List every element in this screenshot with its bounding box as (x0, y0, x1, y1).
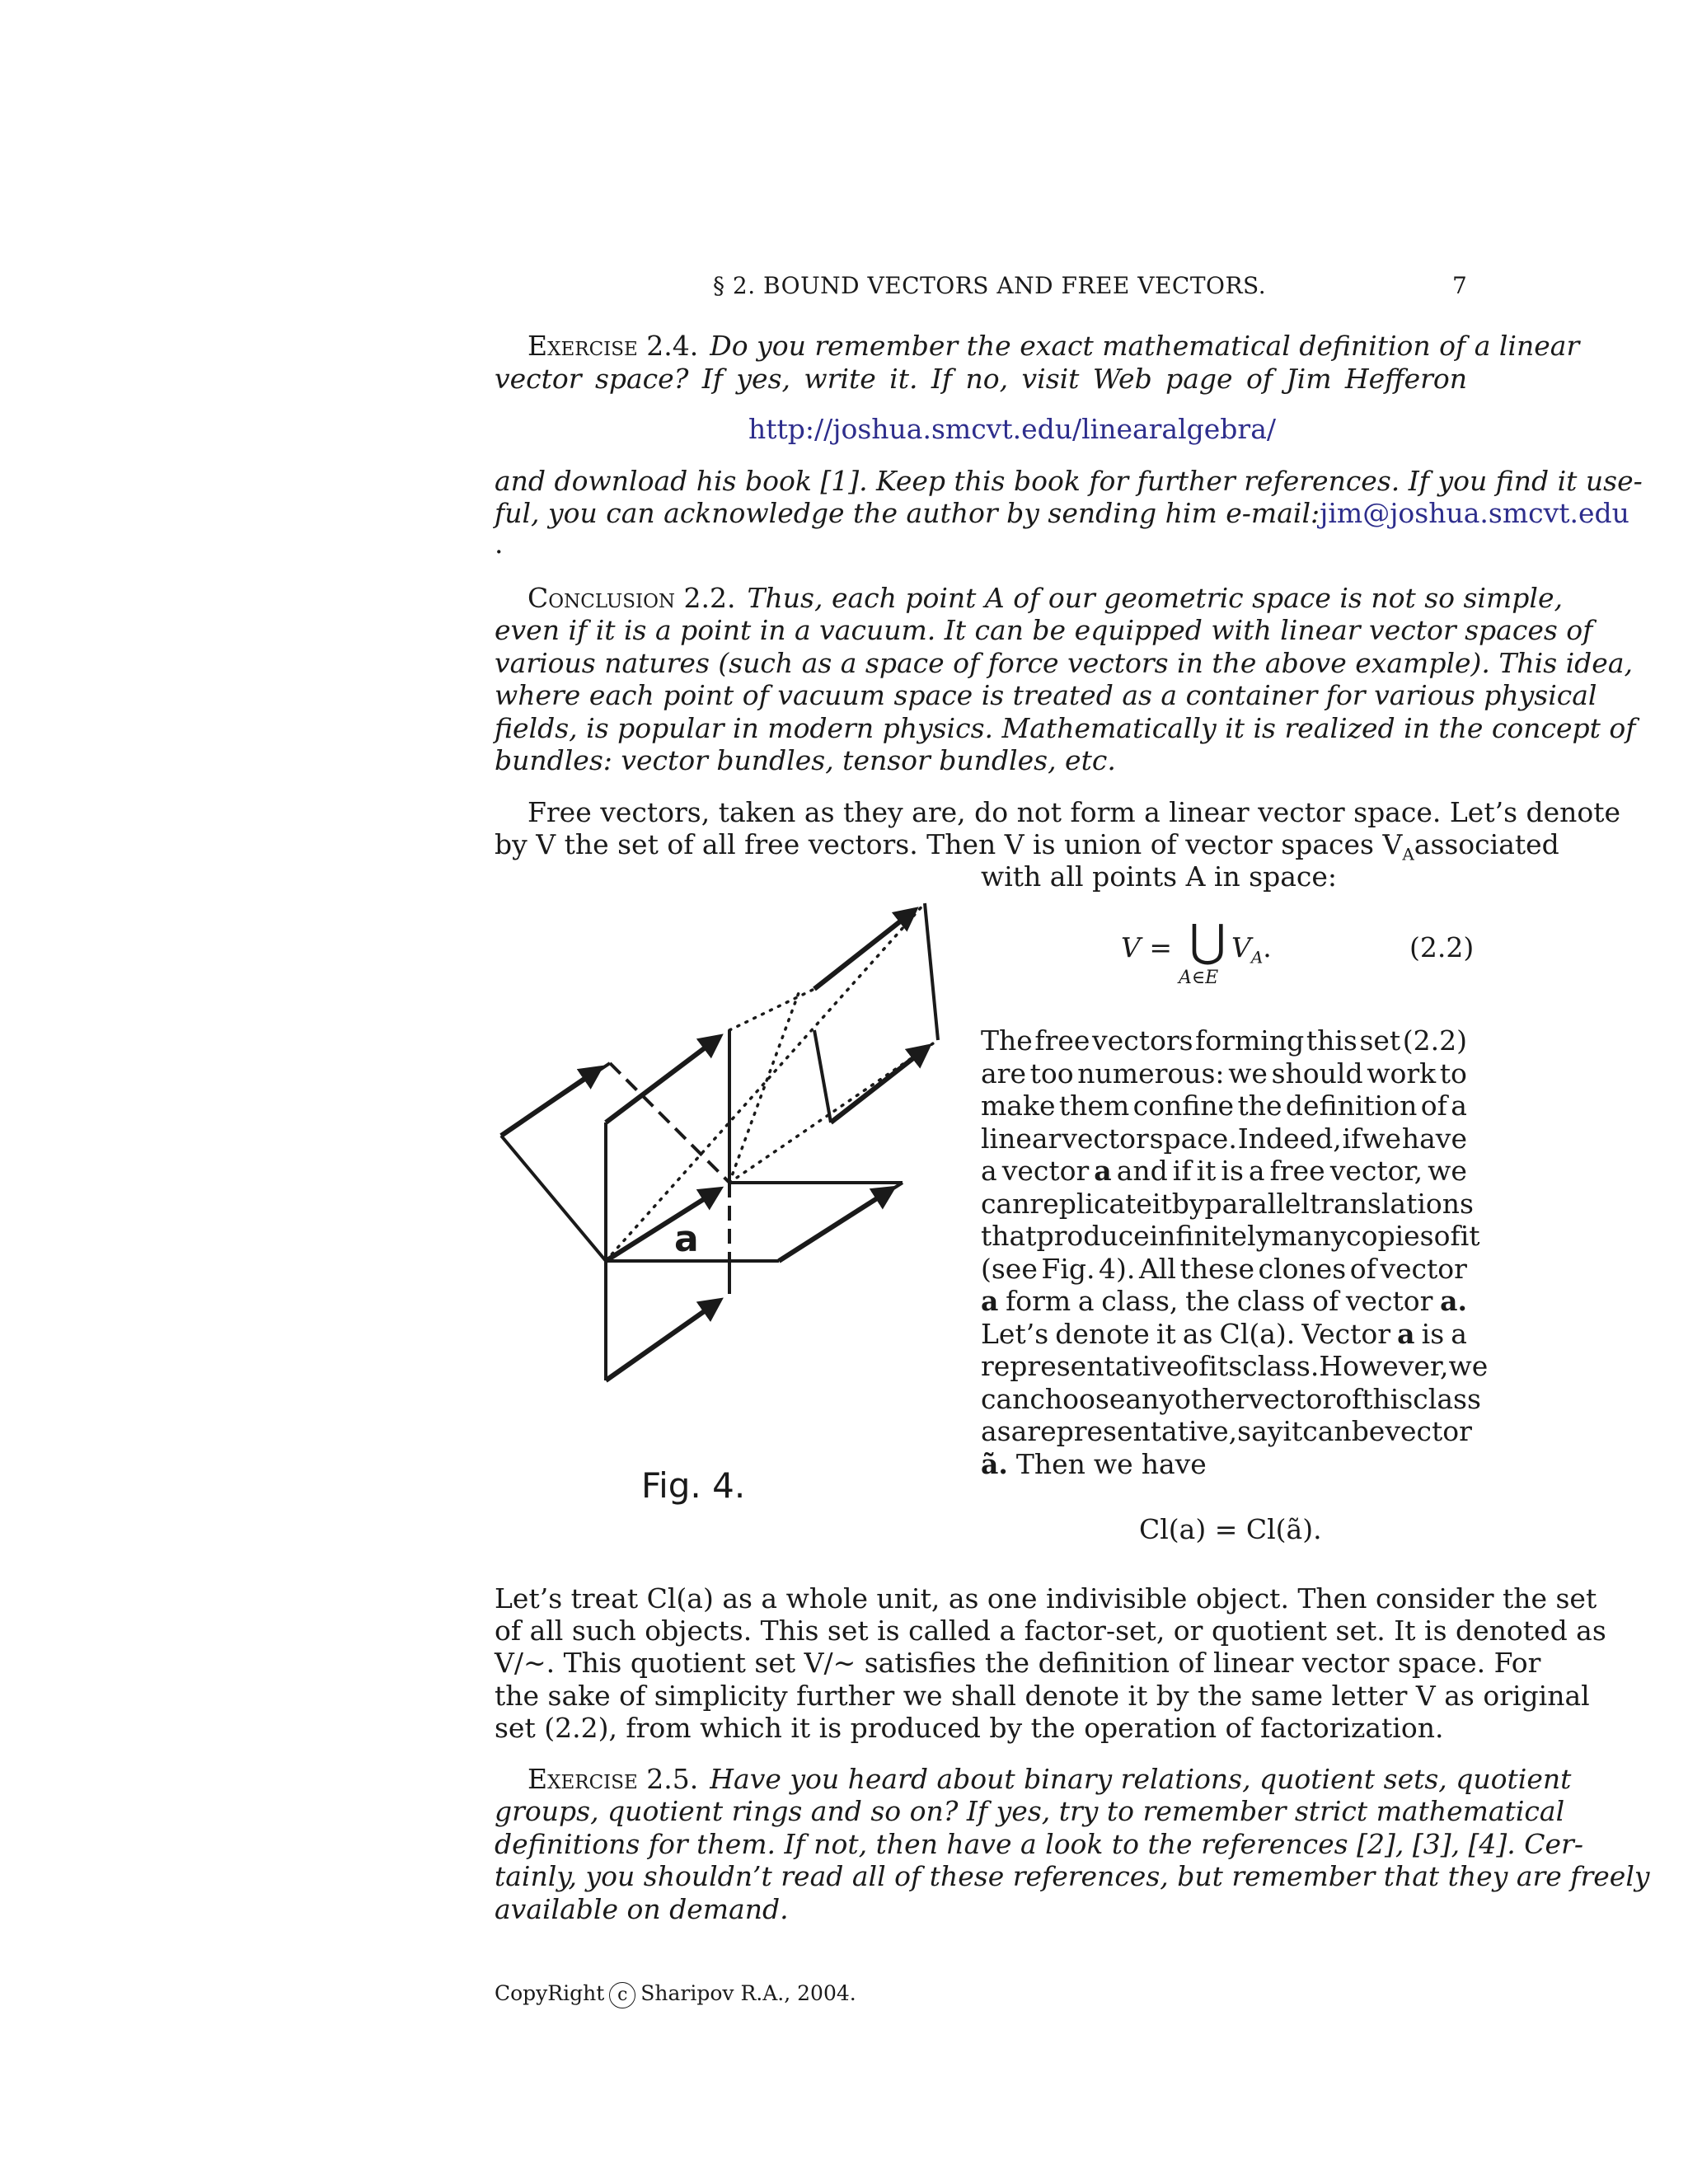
word: representative (981, 1350, 1183, 1382)
word: a (1248, 1155, 1265, 1187)
conclusion-line: Thus, each point A of our geometric space is not so simple, (747, 582, 1563, 614)
union-subscript: A∈E (1179, 968, 1219, 988)
copyright-symbol: c (609, 1982, 635, 2008)
equation-class: Cl(a) = Cl(ã). (1139, 1513, 1322, 1545)
word: Fig. (1041, 1252, 1095, 1285)
exercise-text: Do you remember the exact mathematical definition of a linear (710, 330, 1580, 362)
word: these (1179, 1252, 1254, 1285)
paragraph-line: by V the set of all free vectors. Then V is union of vector spaces $V_A$ (495, 828, 1414, 865)
hefferon-url-link[interactable]: http://joshua.smcvt.edu/linearalgebra/ (748, 413, 1277, 445)
word: of (1349, 1252, 1376, 1285)
word: class (1236, 1285, 1306, 1317)
paragraph-line: Free vectors, taken as they are, do not form a linear vector space. Let’s denote (528, 796, 1621, 828)
word: a (981, 1155, 997, 1187)
word: it (1282, 1415, 1303, 1447)
word: representative, (1027, 1415, 1238, 1447)
union-symbol: ⋃ (1189, 915, 1226, 967)
right-column-line (981, 1350, 1489, 1383)
word: can (1302, 1415, 1352, 1447)
word: However, (1319, 1350, 1449, 1382)
word: All (1138, 1252, 1176, 1285)
word: other (1174, 1382, 1249, 1415)
word: and (1116, 1155, 1168, 1187)
word: 4). (1099, 1252, 1136, 1285)
word: class (1413, 1382, 1481, 1415)
word: ã. (981, 1447, 1008, 1480)
word: (see (981, 1252, 1038, 1285)
paragraph-line: with all points A in space: (981, 860, 1338, 893)
word: them (1058, 1090, 1130, 1122)
right-column-text (981, 1024, 1489, 1480)
word: vectors (1092, 1024, 1193, 1057)
word: free (1269, 1155, 1325, 1187)
word: vector (1345, 1285, 1433, 1317)
word: have (1401, 1122, 1467, 1155)
paragraph-line: of all such objects. This set is called a factor-set, or quotient set. It is denoted as (495, 1615, 1606, 1647)
dotted-line (606, 903, 925, 1261)
word: form (1006, 1285, 1071, 1317)
word: clones (1258, 1252, 1347, 1285)
conclusion-line: even if it is a point in a vacuum. It can be equipped with linear vector spaces of (495, 614, 1593, 646)
conclusion-line: various natures (such as a space of force vectors in the above example). This idea, (495, 647, 1634, 679)
word: work (1367, 1057, 1437, 1090)
word: class, (1101, 1285, 1179, 1317)
running-head: § 2. BOUND VECTORS AND FREE VECTORS. (713, 272, 1267, 299)
right-column-line (981, 1318, 1467, 1351)
word: Cl(a). (1219, 1317, 1296, 1350)
word: many (1271, 1220, 1347, 1252)
copyright-footer (495, 1981, 856, 2008)
word: copies (1346, 1220, 1434, 1252)
conclusion-line: where each point of vacuum space is treated as a container for various physical (495, 679, 1597, 711)
exercise-text: groups, quotient rings and so on? If yes, try to remember strict mathematical (495, 1795, 1565, 1827)
word: too (1029, 1057, 1074, 1090)
right-column-line (981, 1057, 1467, 1090)
word: as (1182, 1317, 1213, 1350)
word: (2.2) (1402, 1024, 1467, 1057)
right-column-line (981, 1024, 1467, 1057)
word: space. (1149, 1122, 1237, 1155)
word: we (1428, 1155, 1467, 1187)
email-link[interactable]: jim@joshua.smcvt.edu (1320, 497, 1629, 529)
word: Then (1015, 1447, 1085, 1480)
word: it (1156, 1317, 1176, 1350)
word: we (1362, 1122, 1402, 1155)
word: we (1228, 1057, 1268, 1090)
conclusion-line: bundles: vector bundles, tensor bundles, etc. (495, 744, 1116, 776)
word: linear (981, 1122, 1062, 1155)
paragraph-line: Let’s treat Cl(a) as a whole unit, as one indivisible object. Then consider the set (495, 1582, 1597, 1615)
paragraph-line: V/∼. This quotient set V/∼ satisfies the definition of linear vector space. For (495, 1647, 1541, 1679)
word: to (1439, 1057, 1467, 1090)
free-vector-arrow (831, 1047, 928, 1122)
word: a. (1440, 1285, 1467, 1317)
word: numerous: (1077, 1057, 1225, 1090)
word: the (1237, 1090, 1282, 1122)
exercise-label: Exercise 2.4. (528, 330, 699, 362)
word: vector (1385, 1415, 1472, 1447)
word: a (1397, 1317, 1415, 1350)
word: this (1306, 1024, 1357, 1057)
word: replicate (1029, 1187, 1152, 1220)
vector-a-label: a (674, 1218, 699, 1260)
word: a (1010, 1415, 1028, 1447)
dotted-line (729, 989, 814, 1030)
vector-a-arrow (606, 1189, 720, 1261)
right-column-line (981, 1285, 1467, 1318)
word: of (1420, 1090, 1447, 1122)
equation-2-2 (1121, 931, 1172, 964)
exercise-text: and download his book [1]. Keep this book for further references. If you find it use- (495, 465, 1643, 497)
edge-line (501, 1136, 606, 1261)
exercise-text: tainly, you shouldn’t read all of these references, but remember that they are freely (495, 1860, 1650, 1892)
word: The (981, 1024, 1033, 1057)
paragraph-line: set (2.2), from which it is produced by the operation of factorization. (495, 1712, 1444, 1744)
word: we (1093, 1447, 1133, 1480)
word: can (981, 1187, 1030, 1220)
word: Let’s (981, 1317, 1049, 1350)
word: a (1094, 1155, 1112, 1187)
word: any (1125, 1382, 1175, 1415)
right-column-line (981, 1448, 1467, 1481)
conclusion-label: Conclusion 2.2. (528, 582, 736, 614)
right-column-line (981, 1382, 1481, 1416)
word: it (1460, 1220, 1480, 1252)
word: vector (1248, 1382, 1336, 1415)
free-vector-arrow (501, 1068, 600, 1136)
free-vector-arrow (606, 1301, 720, 1380)
word: Vector (1301, 1317, 1391, 1350)
word: as (981, 1415, 1011, 1447)
word: a (981, 1285, 999, 1317)
word: denote (1055, 1317, 1150, 1350)
word: choose (1029, 1382, 1126, 1415)
equation-rhs: $V_A$. (1231, 931, 1272, 968)
word: make (981, 1090, 1056, 1122)
word: have (1141, 1447, 1207, 1480)
word: infinitely (1149, 1220, 1272, 1252)
word: are (981, 1057, 1026, 1090)
word: the (1185, 1285, 1231, 1317)
word: parallel (1204, 1187, 1310, 1220)
exercise-text: definitions for them. If not, then have a look to the references [2], [3], [4]. Cer- (495, 1828, 1583, 1860)
exercise-text: available on demand. (495, 1893, 789, 1925)
word: its (1208, 1350, 1243, 1382)
word: if (1342, 1122, 1362, 1155)
paragraph-line-end: associated (1414, 828, 1559, 860)
word: is (1421, 1317, 1445, 1350)
right-column-line (981, 1220, 1480, 1253)
word: class. (1242, 1350, 1320, 1382)
trailing-period: . (495, 527, 504, 560)
right-column-line (981, 1090, 1467, 1122)
right-column-line (981, 1122, 1467, 1155)
right-column-line (981, 1415, 1472, 1448)
figure-caption: Fig. 4. (641, 1465, 746, 1506)
word: should (1271, 1057, 1363, 1090)
word: of (1335, 1382, 1362, 1415)
word: vector (1380, 1252, 1467, 1285)
conclusion-line: fields, is popular in modern physics. Mathematically it is realized in the concept of (495, 712, 1636, 744)
edge-line (925, 903, 938, 1040)
equation-lhs: V = (1121, 931, 1172, 963)
word: is (1221, 1155, 1244, 1187)
word: that (981, 1220, 1037, 1252)
word: by (1171, 1187, 1205, 1220)
exercise-text: Have you heard about binary relations, quotient sets, quotient (710, 1763, 1572, 1795)
word: it (1151, 1187, 1172, 1220)
word: definition (1285, 1090, 1418, 1122)
word: if (1172, 1155, 1192, 1187)
dotted-line (729, 991, 799, 1183)
word: say (1237, 1415, 1283, 1447)
word: be (1351, 1415, 1386, 1447)
word: of (1312, 1285, 1339, 1317)
word: vector (1001, 1155, 1090, 1187)
right-column-line (981, 1187, 1474, 1221)
footer-text: Sharipov R.A., 2004. (640, 1981, 856, 2005)
exercise-text: vector space? If yes, write it. If no, visit Web page of Jim Hefferon (495, 363, 1467, 395)
word: a (1451, 1090, 1467, 1122)
word: vector, (1329, 1155, 1423, 1187)
word: vector (1062, 1122, 1149, 1155)
figure-4-diagram (486, 898, 964, 1409)
right-column-line (981, 1253, 1467, 1286)
word: confine (1132, 1090, 1235, 1122)
footer-text: CopyRight (495, 1981, 605, 2005)
free-vector-arrow (606, 1037, 720, 1122)
exercise-label: Exercise 2.5. (528, 1763, 699, 1795)
edge-line (814, 1030, 831, 1122)
word: of (1182, 1350, 1209, 1382)
word: forming (1195, 1024, 1305, 1057)
equation-number: (2.2) (1409, 931, 1475, 963)
word: a (1451, 1317, 1467, 1350)
word: set (1359, 1024, 1401, 1057)
free-vector-arrow (814, 910, 915, 989)
word: produce (1036, 1220, 1150, 1252)
word: we (1448, 1350, 1489, 1382)
free-vector-arrow (779, 1188, 893, 1261)
word: of (1433, 1220, 1461, 1252)
word: free (1034, 1024, 1090, 1057)
word: can (981, 1382, 1030, 1415)
word: it (1196, 1155, 1217, 1187)
word: translations (1309, 1187, 1474, 1220)
page-number: 7 (1452, 272, 1468, 299)
word: this (1362, 1382, 1414, 1415)
paragraph-line: the sake of simplicity further we shall denote it by the same letter V as original (495, 1680, 1590, 1712)
word: Indeed, (1237, 1122, 1342, 1155)
word: a (1077, 1285, 1095, 1317)
dashed-line (610, 1063, 729, 1183)
exercise-text: ful, you can acknowledge the author by sending him e-mail: (495, 497, 1320, 529)
right-column-line (981, 1155, 1467, 1188)
